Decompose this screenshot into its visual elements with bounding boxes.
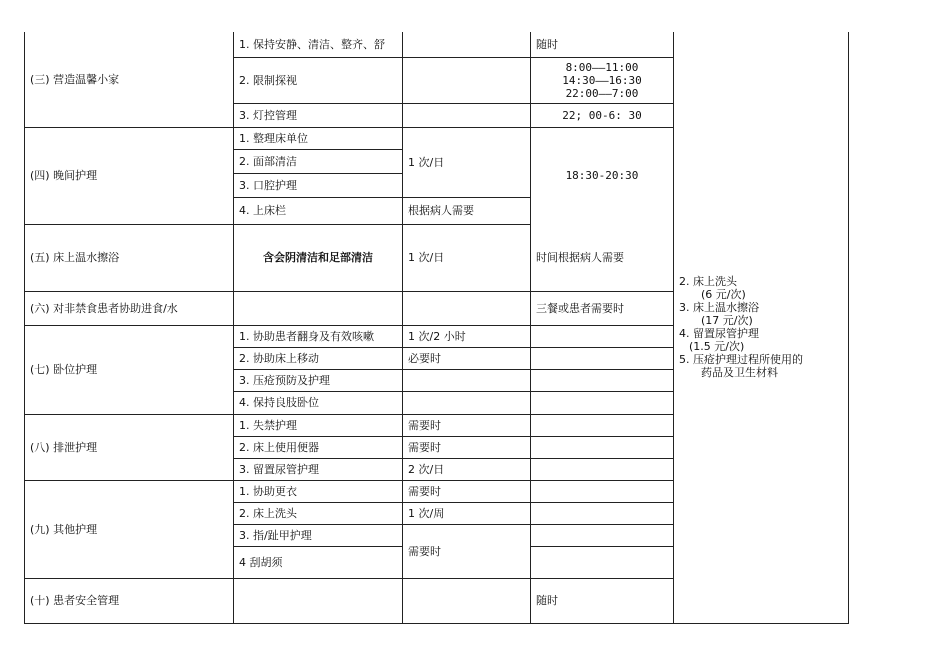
item-cell: 1. 保持安静、清洁、整齐、舒 xyxy=(234,32,403,57)
note-line: 2. 床上洗头 xyxy=(679,275,737,289)
item-cell: 1. 协助更衣 xyxy=(234,480,403,502)
time-cell: 22; 00-6: 30 xyxy=(531,103,674,127)
category-cell: (五) 床上温水擦浴 xyxy=(25,224,234,291)
item-cell: 3. 指/趾甲护理 xyxy=(234,524,403,546)
category-cell: (三) 营造温馨小家 xyxy=(25,32,234,127)
freq-cell: 1 次/周 xyxy=(403,502,531,524)
freq-cell xyxy=(403,578,531,623)
freq-cell: 需要时 xyxy=(403,436,531,458)
time-cell xyxy=(531,480,674,502)
item-cell: 含会阴清洁和足部清洁 xyxy=(234,224,403,291)
item-cell: 3. 灯控管理 xyxy=(234,103,403,127)
time-cell xyxy=(531,369,674,391)
item-cell: 1. 失禁护理 xyxy=(234,414,403,436)
freq-cell xyxy=(403,369,531,391)
category-cell: (十) 患者安全管理 xyxy=(25,578,234,623)
visiting-time: 14:30——16:30 xyxy=(562,73,642,87)
time-cell xyxy=(531,546,674,578)
note-line: (6 元/次) xyxy=(701,288,746,302)
visiting-time: 8:00——11:00 xyxy=(565,60,639,74)
category-cell: (九) 其他护理 xyxy=(25,480,234,578)
note-line: 3. 床上温水擦浴 xyxy=(679,301,759,315)
freq-cell xyxy=(403,57,531,103)
time-cell: 18:30-20:30 xyxy=(531,127,674,224)
note-line: (17 元/次) xyxy=(701,314,753,328)
item-cell: 3. 口腔护理 xyxy=(234,173,403,197)
freq-cell xyxy=(403,32,531,57)
item-cell xyxy=(234,291,403,325)
freq-cell xyxy=(403,291,531,325)
freq-cell: 2 次/日 xyxy=(403,458,531,480)
visiting-time: 22:00——7:00 xyxy=(565,86,639,100)
time-cell xyxy=(531,458,674,480)
item-cell: 3. 压疮预防及护理 xyxy=(234,369,403,391)
freq-cell: 根据病人需要 xyxy=(403,197,531,224)
item-cell: 4. 上床栏 xyxy=(234,197,403,224)
item-cell: 4. 保持良肢卧位 xyxy=(234,391,403,414)
item-cell: 1. 协助患者翻身及有效咳嗽 xyxy=(234,325,403,347)
freq-cell: 需要时 xyxy=(403,414,531,436)
note-line: 药品及卫生材料 xyxy=(701,366,778,380)
item-cell: 4 刮胡须 xyxy=(234,546,403,578)
item-cell: 1. 整理床单位 xyxy=(234,127,403,149)
note-line: 4. 留置尿管护理 xyxy=(679,327,759,341)
category-cell: (四) 晚间护理 xyxy=(25,127,234,224)
freq-cell: 1 次/日 xyxy=(403,224,531,291)
time-cell xyxy=(531,502,674,524)
freq-cell xyxy=(403,391,531,414)
time-cell xyxy=(531,347,674,369)
note-line: 5. 压疮护理过程所使用的 xyxy=(679,353,803,367)
item-cell: 2. 协助床上移动 xyxy=(234,347,403,369)
item-cell: 2. 床上使用便器 xyxy=(234,436,403,458)
freq-cell xyxy=(403,103,531,127)
time-cell xyxy=(531,524,674,546)
freq-cell: 必要时 xyxy=(403,347,531,369)
freq-cell: 需要时 xyxy=(403,524,531,578)
freq-cell: 1 次/日 xyxy=(403,127,531,197)
nursing-care-table xyxy=(24,32,849,624)
item-cell: 2. 面部清洁 xyxy=(234,149,403,173)
freq-cell: 需要时 xyxy=(403,480,531,502)
time-cell xyxy=(531,436,674,458)
notes-column xyxy=(674,32,849,623)
time-cell xyxy=(531,414,674,436)
time-cell: 三餐或患者需要时 xyxy=(531,291,674,325)
freq-cell: 1 次/2 小时 xyxy=(403,325,531,347)
time-cell: 随时 xyxy=(531,578,674,623)
item-cell: 2. 限制探视 xyxy=(234,57,403,103)
item-cell: 3. 留置尿管护理 xyxy=(234,458,403,480)
visiting-times-cell xyxy=(531,57,674,103)
category-cell: (七) 卧位护理 xyxy=(25,325,234,414)
item-cell: 2. 床上洗头 xyxy=(234,502,403,524)
note-line: (1.5 元/次) xyxy=(689,340,745,354)
time-cell: 随时 xyxy=(531,32,674,57)
time-cell xyxy=(531,391,674,414)
category-cell: (八) 排泄护理 xyxy=(25,414,234,480)
item-cell xyxy=(234,578,403,623)
time-cell: 时间根据病人需要 xyxy=(531,224,674,291)
category-cell: (六) 对非禁食患者协助进食/水 xyxy=(25,291,234,325)
time-cell xyxy=(531,325,674,347)
